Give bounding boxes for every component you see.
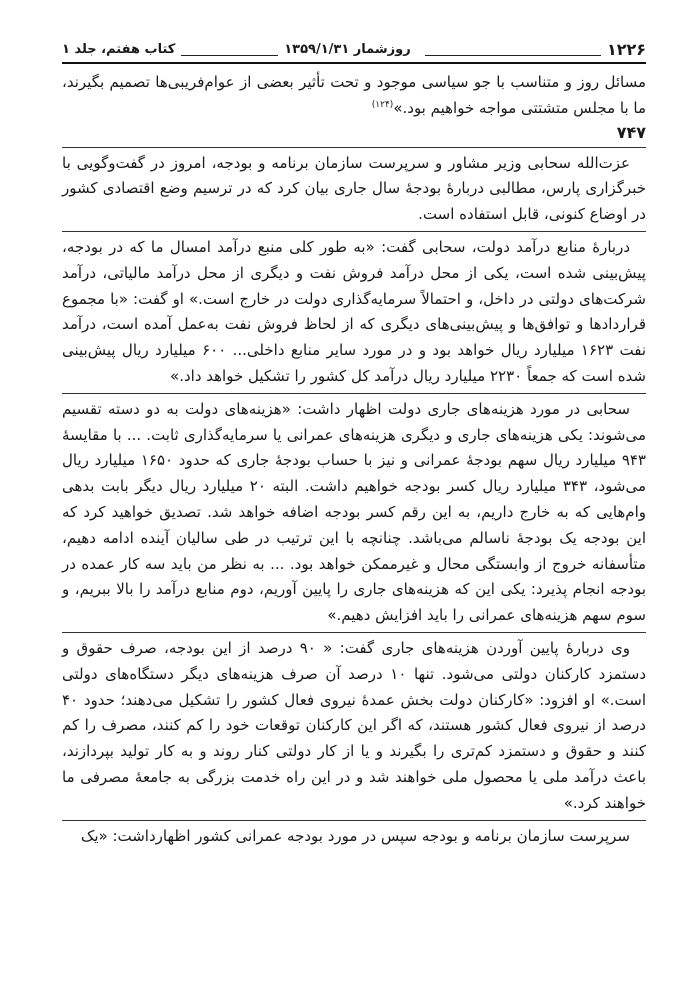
- paragraph: وی دربارهٔ پایین آوردن هزینه‌های جاری گفت: « ۹۰ درصد از این بودجه، صرف حقوق و دستمزد کارکنان دولتی می‌شود. تنها ۱۰ درصد آن صرف هزینه‌های دیگر دستگاه‌های دولتی است.» او افزود: «کارکنان دولت بخش عمدهٔ نیروی فعال کشور را تشکیل می‌دهند؛ حدود ۴۰ درصد از نیروی فعال کشور هستند، که اگر این کارکنان توقعات خود را کم کنند، مصرف را کم کنند و حقوق و دستمزد کم‌تری را بگیرند و یا از کار دولتی کنار روند و به کار تولید بپردازند، باعث درآمد ملی یا محصول ملی خواهند شد و در این راه خدمت بزرگی به جامعهٔ مصرفی ما خواهند کرد.»: [62, 638, 646, 812]
- document-number: ۷۴۷: [616, 122, 646, 142]
- header-rule: [425, 55, 601, 56]
- paragraph-divider: [62, 820, 646, 821]
- paragraph: سرپرست سازمان برنامه و بودجه سپس در مورد بودجه عمرانی کشور اظهارداشت: «یک: [80, 826, 630, 845]
- footnote-marker: (۱۲۴): [371, 99, 394, 110]
- paragraph-divider: [62, 231, 646, 232]
- paragraph: سحابی در مورد هزینه‌های جاری دولت اظهار داشت: «هزینه‌های دولت به دو دسته تقسیم می‌شوند: یکی هزینه‌های جاری و دیگری هزینه‌های عمرانی یا سرمایه‌گذاری ثابت. ... با مقایسهٔ ۹۴۳ میلیارد ریال سهم بودجهٔ عمرانی و نیز با حساب بودجهٔ جاری که حدود ۱۶۵۰ میلیارد ریال می‌شود، ۳۴۳ میلیارد ریال کسر بودجه خواهیم داشت. البته ۲۰ میلیارد ریال دیگر بابت بدهی وام‌هایی که به خارج داریم، به این رقم کسر بودجه اضافه خواهد شد. تصدیق خواهید کرد که این بودجه یک بودجهٔ ناسالم می‌باشد. چنانچه با این ترتیب در طی سالیان آینده ادامه دهیم، متأسفانه خروج از وابستگی محال و غیرممکن خواهد بود. ... به نظر من باید سه کار عمده در بودجه انجام پذیرد: یکی این که هزینه‌های جاری را پایین آوریم، دوم منابع درآمد را بالا ببریم، و سوم سهم هزینه‌های عمرانی را باید افزایش دهیم.»: [62, 399, 646, 625]
- intro-paragraph: [62, 70, 646, 122]
- header-rule-left: [181, 55, 278, 56]
- paragraph: عزت‌الله سحابی وزیر مشاور و سرپرست سازمان برنامه و بودجه، امروز در گفت‌وگویی با خبرگزاری پارس، مطالبی دربارهٔ بودجهٔ سال جاری بیان کرد که در ترسیم وضع اقتصادی کشور در اوضاع کنونی، قابل استفاده است.: [62, 153, 646, 224]
- paragraph-divider: [62, 393, 646, 394]
- page-number: ۱۲۲۶: [606, 40, 646, 59]
- page-header: [62, 32, 646, 60]
- intro-text: مسائل روز و متناسب با جو سیاسی موجود و تحت تأثیر بعضی از عوام‌فریبی‌ها تصمیم بگیرند، ما با مجلس متشتتی مواجه خواهیم بود.»: [62, 73, 646, 117]
- book-title: کتاب هفتم، جلد ۱: [62, 42, 176, 57]
- paragraph: دربارهٔ منابع درآمد دولت، سحابی گفت: «به طور کلی منبع درآمد امسال ما که در بودجه، پیش‌بینی شده است، یکی از محل درآمد فروش نفت و دیگری از محل درآمد مالیاتی، درآمد شرکت‌های دولتی در داخل، و احتمالاً سرمایه‌گذاری دولت در خارج است.» او گفت: «با مجموع قراردادها و توافق‌ها و پیش‌بینی‌های دیگری که از لحاظ فروش نفت به‌عمل آمده است، درآمد نفت ۱۶۲۳ میلیارد ریال خواهد بود و در مورد سایر منابع داخلی... ۶۰۰ میلیارد ریال پیش‌بینی شده است که جمعاً ۲۲۳۰ میلیارد ریال درآمد کل کشور را تشکیل خواهد داد.»: [62, 237, 646, 385]
- section-divider: [62, 147, 646, 148]
- header-divider: [62, 62, 646, 64]
- running-title: روزشمار ۱۳۵۹/۱/۳۱: [284, 42, 411, 57]
- page: [62, 32, 646, 849]
- paragraph-divider: [62, 632, 646, 633]
- body-text: [62, 70, 646, 849]
